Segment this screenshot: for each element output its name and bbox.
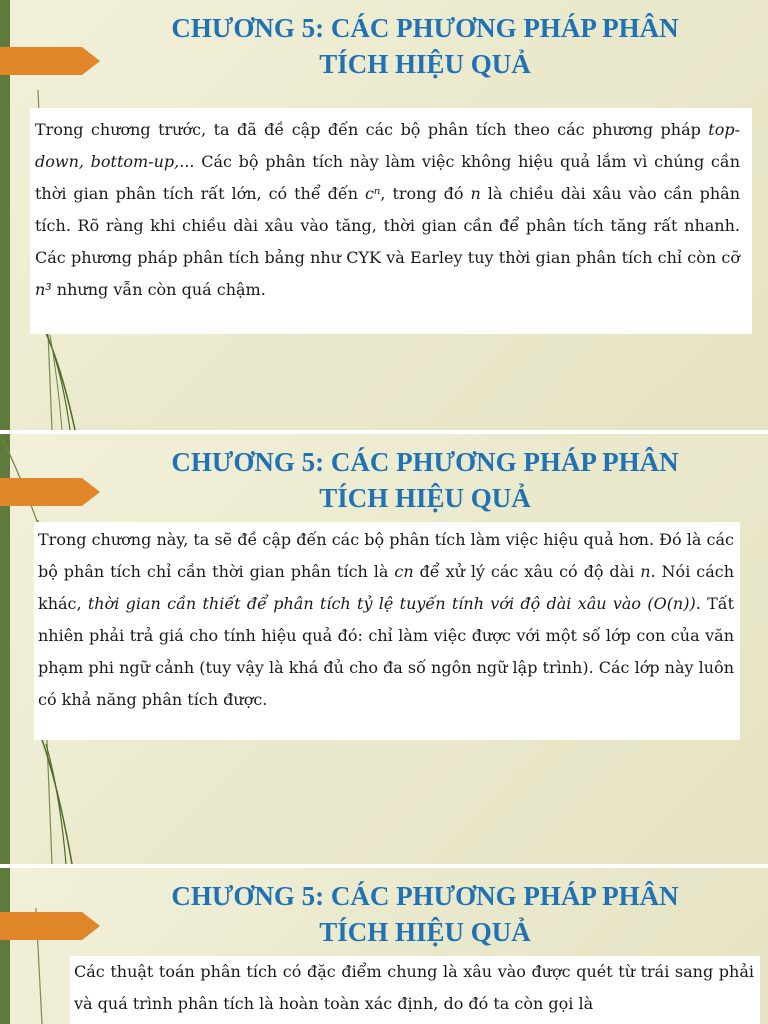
content-paragraph — [74, 956, 754, 1020]
slide-title — [85, 878, 765, 950]
text-run: để xử lý các xâu có độ dài — [413, 562, 641, 581]
content-text-box — [30, 108, 752, 334]
text-run: . Nói cách khác, — [38, 562, 735, 613]
italic-text-run: cn — [394, 562, 414, 581]
text-run: Các bộ phân tích này làm việc không hiệu quả lắm vì chúng cần thời gian phân tích rất lớn, có thể đến — [35, 152, 740, 203]
text-run: Các thuật toán phân tích có đặc điểm chung là xâu vào được quét từ trái sang phải và quá trình phân tích là hoàn toàn xác định, do đó ta còn gọi là — [74, 962, 754, 1013]
italic-text-run: n — [640, 562, 651, 581]
text-run: , trong đó — [380, 184, 471, 203]
italic-text-run: n³ — [35, 280, 52, 299]
italic-text-run: n — [470, 184, 481, 203]
content-text-box — [70, 956, 760, 1024]
text-run: . Tất nhiên phải trả giá cho tính hiệu quả đó: chỉ làm việc được với một số lớp con của văn phạm phi ngữ cảnh (tuy vậy là khá đủ cho đa số ngôn ngữ lập trình). Các lớp này luôn có khả năng phân tích được. — [38, 594, 735, 709]
italic-text-run: top-down, bottom-up,... — [35, 120, 740, 171]
title-line-1: CHƯƠNG 5: CÁC PHƯƠNG PHÁP PHÂN — [171, 13, 679, 43]
italic-text-run: cⁿ — [364, 184, 381, 203]
content-paragraph — [38, 524, 734, 716]
content-paragraph — [35, 114, 740, 306]
text-run: Trong chương này, ta sẽ đề cập đến các bộ phân tích làm việc hiệu quả hơn. Đó là các bộ phân tích chỉ cần thời gian phân tích là — [38, 530, 734, 581]
content-text-box — [34, 522, 740, 740]
title-line-2: TÍCH HIỆU QUẢ — [319, 483, 531, 513]
title-line-2: TÍCH HIỆU QUẢ — [319, 917, 531, 947]
slide-1 — [0, 0, 768, 430]
title-line-1: CHƯƠNG 5: CÁC PHƯƠNG PHÁP PHÂN — [171, 881, 679, 911]
title-line-2: TÍCH HIỆU QUẢ — [319, 49, 531, 79]
slide-title — [85, 10, 765, 82]
slide-2 — [0, 434, 768, 864]
italic-text-run: thời gian cần thiết để phân tích tỷ lệ tuyến tính với độ dài xâu vào (O(n)) — [87, 594, 696, 613]
text-run: Trong chương trước, ta đã đề cập đến các bộ phân tích theo các phương pháp — [35, 120, 709, 139]
slide-title — [85, 444, 765, 516]
text-run: là chiều dài xâu vào cần phân tích. Rõ ràng khi chiều dài xâu vào tăng, thời gian cần để phân tích tăng rất nhanh. Các phương pháp phân tích bảng như CYK và Earley tuy thời gian phân tích chỉ còn cỡ — [35, 184, 741, 267]
slide-3 — [0, 868, 768, 1024]
title-line-1: CHƯƠNG 5: CÁC PHƯƠNG PHÁP PHÂN — [171, 447, 679, 477]
text-run: nhưng vẫn còn quá chậm. — [51, 280, 266, 299]
